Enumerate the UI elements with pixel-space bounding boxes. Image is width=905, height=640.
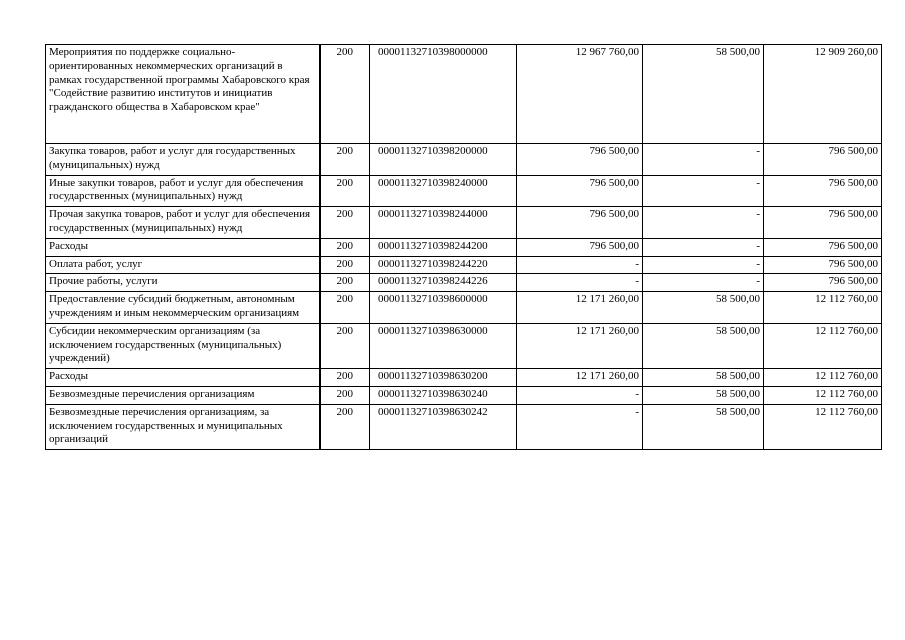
table-row <box>46 292 882 324</box>
table-row <box>46 274 882 292</box>
executed-amount-cell: - <box>643 274 764 292</box>
line-code-cell: 200 <box>320 144 370 176</box>
executed-amount-cell: 58 500,00 <box>643 323 764 368</box>
expense-name-cell: Иные закупки товаров, работ и услуг для обеспечения государственных (муниципальных) нужд <box>46 175 320 207</box>
assigned-amount-cell: 12 171 260,00 <box>517 323 643 368</box>
assigned-amount-cell: 12 967 760,00 <box>517 45 643 144</box>
line-code-cell: 200 <box>320 404 370 449</box>
unexecuted-amount-cell: 12 112 760,00 <box>764 386 882 404</box>
table-row <box>46 144 882 176</box>
expense-name-cell: Безвозмездные перечисления организациям, за исключением государственных и муниципальных организаций <box>46 404 320 449</box>
executed-amount-cell: - <box>643 144 764 176</box>
table-row <box>46 369 882 387</box>
assigned-amount-cell: - <box>517 274 643 292</box>
expense-name-cell: Прочие работы, услуги <box>46 274 320 292</box>
assigned-amount-cell: 12 171 260,00 <box>517 369 643 387</box>
budget-classification-code-cell: 00001132710398630000 <box>370 323 517 368</box>
executed-amount-cell: - <box>643 207 764 239</box>
table-row <box>46 386 882 404</box>
executed-amount-cell: 58 500,00 <box>643 386 764 404</box>
assigned-amount-cell: 796 500,00 <box>517 144 643 176</box>
expense-name-cell: Расходы <box>46 369 320 387</box>
unexecuted-amount-cell: 796 500,00 <box>764 238 882 256</box>
line-code-cell: 200 <box>320 45 370 144</box>
table-row <box>46 404 882 449</box>
expense-name-cell: Расходы <box>46 238 320 256</box>
executed-amount-cell: 58 500,00 <box>643 45 764 144</box>
expense-name-cell: Мероприятия по поддержке социально-ориентированных некоммерческих организаций в рамках государственной программы Хабаровского края "Содействие развитию институтов и инициатив гражданского общества в Хабаровском крае" <box>46 45 320 144</box>
expense-name-cell: Предоставление субсидий бюджетным, автономным учреждениям и иным некоммерческим организациям <box>46 292 320 324</box>
budget-report-page <box>45 44 881 450</box>
unexecuted-amount-cell: 796 500,00 <box>764 207 882 239</box>
expense-name-cell: Закупка товаров, работ и услуг для государственных (муниципальных) нужд <box>46 144 320 176</box>
executed-amount-cell: - <box>643 175 764 207</box>
executed-amount-cell: - <box>643 238 764 256</box>
line-code-cell: 200 <box>320 274 370 292</box>
line-code-cell: 200 <box>320 292 370 324</box>
expense-name-cell: Безвозмездные перечисления организациям <box>46 386 320 404</box>
line-code-cell: 200 <box>320 386 370 404</box>
executed-amount-cell: 58 500,00 <box>643 292 764 324</box>
unexecuted-amount-cell: 12 112 760,00 <box>764 369 882 387</box>
unexecuted-amount-cell: 796 500,00 <box>764 175 882 207</box>
assigned-amount-cell: 12 171 260,00 <box>517 292 643 324</box>
unexecuted-amount-cell: 12 112 760,00 <box>764 292 882 324</box>
unexecuted-amount-cell: 796 500,00 <box>764 256 882 274</box>
unexecuted-amount-cell: 12 112 760,00 <box>764 404 882 449</box>
assigned-amount-cell: 796 500,00 <box>517 238 643 256</box>
budget-classification-code-cell: 00001132710398200000 <box>370 144 517 176</box>
executed-amount-cell: 58 500,00 <box>643 404 764 449</box>
budget-classification-code-cell: 00001132710398244200 <box>370 238 517 256</box>
budget-classification-code-cell: 00001132710398244000 <box>370 207 517 239</box>
line-code-cell: 200 <box>320 256 370 274</box>
assigned-amount-cell: - <box>517 256 643 274</box>
assigned-amount-cell: 796 500,00 <box>517 175 643 207</box>
budget-classification-code-cell: 00001132710398240000 <box>370 175 517 207</box>
budget-classification-code-cell: 00001132710398630200 <box>370 369 517 387</box>
executed-amount-cell: 58 500,00 <box>643 369 764 387</box>
unexecuted-amount-cell: 796 500,00 <box>764 274 882 292</box>
assigned-amount-cell: - <box>517 386 643 404</box>
line-code-cell: 200 <box>320 238 370 256</box>
unexecuted-amount-cell: 12 112 760,00 <box>764 323 882 368</box>
budget-classification-code-cell: 00001132710398000000 <box>370 45 517 144</box>
table-row <box>46 256 882 274</box>
line-code-cell: 200 <box>320 207 370 239</box>
executed-amount-cell: - <box>643 256 764 274</box>
budget-classification-code-cell: 00001132710398244220 <box>370 256 517 274</box>
expense-name-cell: Субсидии некоммерческим организациям (за исключением государственных (муниципальных) учреждений) <box>46 323 320 368</box>
line-code-cell: 200 <box>320 175 370 207</box>
unexecuted-amount-cell: 12 909 260,00 <box>764 45 882 144</box>
unexecuted-amount-cell: 796 500,00 <box>764 144 882 176</box>
assigned-amount-cell: - <box>517 404 643 449</box>
table-row <box>46 207 882 239</box>
table-row <box>46 238 882 256</box>
table-row <box>46 323 882 368</box>
expense-name-cell: Прочая закупка товаров, работ и услуг для обеспечения государственных (муниципальных) нужд <box>46 207 320 239</box>
line-code-cell: 200 <box>320 323 370 368</box>
budget-execution-table <box>45 44 882 450</box>
line-code-cell: 200 <box>320 369 370 387</box>
assigned-amount-cell: 796 500,00 <box>517 207 643 239</box>
expense-name-cell: Оплата работ, услуг <box>46 256 320 274</box>
table-row <box>46 175 882 207</box>
budget-classification-code-cell: 00001132710398244226 <box>370 274 517 292</box>
budget-classification-code-cell: 00001132710398600000 <box>370 292 517 324</box>
budget-classification-code-cell: 00001132710398630242 <box>370 404 517 449</box>
table-row <box>46 45 882 144</box>
budget-classification-code-cell: 00001132710398630240 <box>370 386 517 404</box>
